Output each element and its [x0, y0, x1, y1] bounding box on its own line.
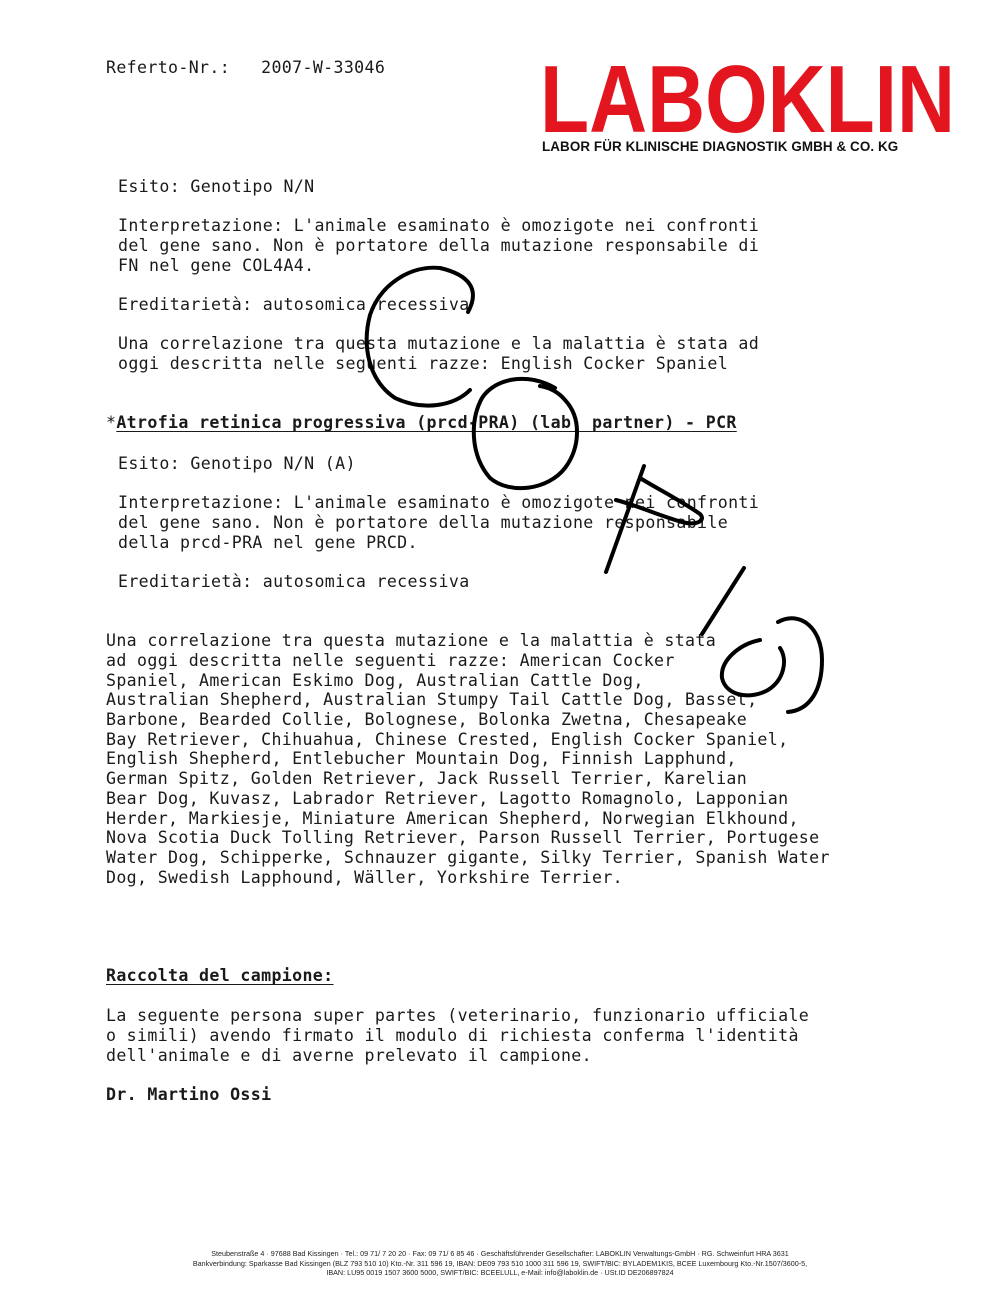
pra-interpretation-line: della prcd-PRA nel gene PRCD. — [118, 533, 418, 552]
pra-asterisk: * — [106, 413, 117, 432]
pra-correlation-line: Dog, Swedish Lapphound, Wäller, Yorkshire Terrier. — [106, 868, 624, 887]
fn-inheritance: Ereditarietà: autosomica recessiva — [118, 295, 470, 314]
copia-letter-o — [474, 379, 577, 488]
pra-correlation-line: English Shepherd, Entlebucher Mountain Dog, Finnish Lapphund, — [106, 749, 737, 768]
pra-result: Esito: Genotipo N/N (A) — [118, 454, 356, 473]
sample-text-line: o simili) avendo firmato il modulo di richiesta conferma l'identità — [106, 1026, 799, 1045]
pra-correlation-line: Nova Scotia Duck Tolling Retriever, Parson Russell Terrier, Portugese — [106, 828, 820, 847]
footer-line: Steubenstraße 4 · 97688 Bad Kissingen · Tel.: 09 71/ 7 20 20 · Fax: 09 71/ 6 85 46 · Geschäftsführender Gesellschafter: LABOKLIN Verwaltungs-GmbH · RG. Schweinfurt HRA 3631 — [211, 1249, 789, 1258]
signer-name: Dr. Martino Ossi — [106, 1085, 272, 1104]
pra-correlation-line: Una correlazione tra questa mutazione e la malattia è stata — [106, 631, 717, 650]
laboklin-logo-text: LABOKLIN — [540, 48, 955, 148]
pra-correlation-line: Spaniel, American Eskimo Dog, Australian Cattle Dog, — [106, 671, 644, 690]
pra-heading — [106, 413, 737, 433]
pra-correlation-line: Bay Retriever, Chihuahua, Chinese Crested, English Cocker Spaniel, — [106, 730, 789, 749]
fn-interpretation-line: del gene sano. Non è portatore della mutazione responsabile di — [118, 236, 760, 255]
pra-title: Atrofia retinica progressiva (prcd-PRA) (lab. partner) - PCR — [116, 413, 737, 432]
sample-text-line: dell'animale e di averne prelevato il campione. — [106, 1046, 592, 1065]
pra-correlation-line: German Spitz, Golden Retriever, Jack Russell Terrier, Karelian — [106, 769, 748, 788]
pra-correlation-line: Bear Dog, Kuvasz, Labrador Retriever, Lagotto Romagnolo, Lapponian — [106, 789, 789, 808]
pra-correlation-line: Australian Shepherd, Australian Stumpy Tail Cattle Dog, Basset, — [106, 690, 758, 709]
pra-correlation-line: Barbone, Bearded Collie, Bolognese, Bolonka Zwetna, Chesapeake — [106, 710, 748, 729]
fn-correlation-line: Una correlazione tra questa mutazione e la malattia è stata ad — [118, 334, 760, 353]
fn-correlation-line: oggi descritta nelle seguenti razze: English Cocker Spaniel — [118, 354, 729, 373]
pra-correlation-line: Herder, Markiesje, Miniature American Shepherd, Norwegian Elkhound, — [106, 809, 799, 828]
sample-title: Raccolta del campione: — [106, 966, 334, 985]
copia-letter-a-stem — [778, 618, 822, 712]
pra-interpretation-line: Interpretazione: L'animale esaminato è omozigote nei confronti — [118, 493, 760, 512]
pra-correlation-line: ad oggi descritta nelle seguenti razze: American Cocker — [106, 651, 675, 670]
footer-line: Bankverbindung: Sparkasse Bad Kissingen (BLZ 793 510 10) Kto.-Nr. 311 596 19, IBAN: DE09 793 510 1000 311 596 19, SWIFT/BIC: BYLADEM1KIS, BCEE Luxembourg Kto.-Nr.1507/3600-5, — [192, 1258, 808, 1268]
laboklin-logo — [540, 48, 955, 148]
fn-interpretation-line: FN nel gene COL4A4. — [118, 256, 315, 275]
report-number: 2007-W-33046 — [261, 58, 386, 77]
copia-letter-i — [702, 568, 744, 634]
pra-interpretation-line: del gene sano. Non è portatore della mutazione responsabile — [118, 513, 729, 532]
pra-inheritance: Ereditarietà: autosomica recessiva — [118, 572, 470, 591]
fn-interpretation-line: Interpretazione: L'animale esaminato è omozigote nei confronti — [118, 216, 760, 235]
copia-letter-a-loop — [722, 640, 784, 695]
fn-result: Esito: Genotipo N/N — [118, 177, 315, 196]
footer-line: IBAN: LU95 0019 1507 3600 5000, SWIFT/BIC: BCEELULL, e-Mail: info@laboklin.de · USt.ID DE206897824 — [326, 1268, 674, 1277]
footer — [0, 1249, 1000, 1278]
report-number-label: Referto-Nr.: 2007-W-33046 — [106, 58, 386, 77]
pra-correlation-line: Water Dog, Schipperke, Schnauzer gigante, Silky Terrier, Spanish Water — [106, 848, 830, 867]
sample-text-line: La seguente persona super partes (veterinario, funzionario ufficiale — [106, 1006, 810, 1025]
laboklin-subtitle: LABOR FÜR KLINISCHE DIAGNOSTIK GMBH & CO. KG — [542, 139, 899, 154]
